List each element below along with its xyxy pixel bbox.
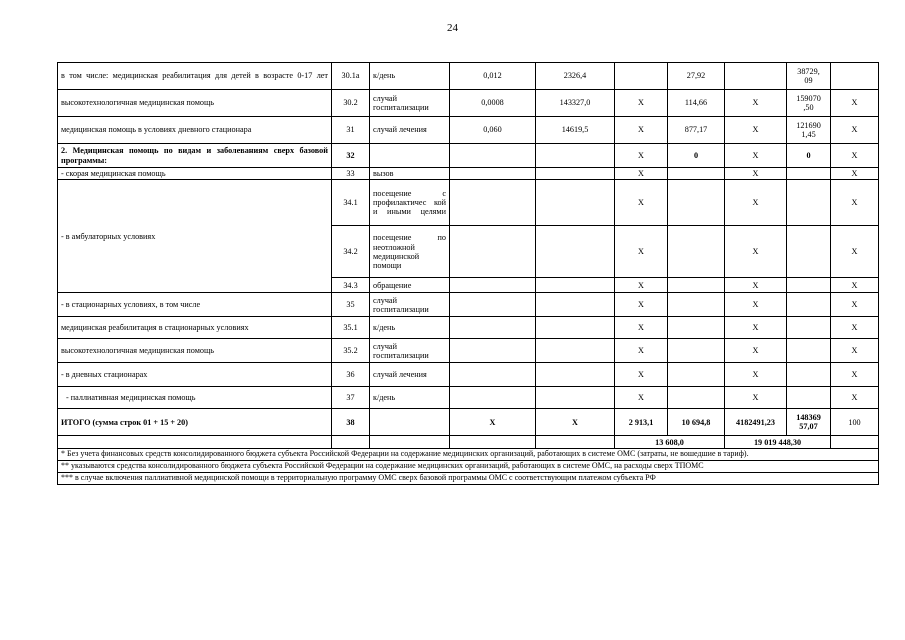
table-row xyxy=(58,117,879,144)
row-c1: Х xyxy=(615,363,668,387)
row-code: 37 xyxy=(332,387,370,409)
row-c3: Х xyxy=(725,168,787,180)
footnote-2: ** указываются средства консолидированного бюджета субъекта Российской Федерации на содержание медицинских организаций, работающих в системе ОМС, на расходы сверх ТПОМС xyxy=(58,461,879,473)
row-norm xyxy=(450,363,536,387)
row-code: 30.2 xyxy=(332,90,370,117)
row-norm xyxy=(450,339,536,363)
subtotal-empty xyxy=(450,436,536,449)
row-norm xyxy=(450,226,536,278)
row-code: 32 xyxy=(332,144,370,168)
row-c4: 38729, 09 xyxy=(787,63,831,90)
table-row xyxy=(58,144,879,168)
row-norm xyxy=(450,180,536,226)
row-norm: 0,012 xyxy=(450,63,536,90)
row-cost xyxy=(536,168,615,180)
table-row xyxy=(58,180,879,226)
row-cost xyxy=(536,144,615,168)
row-c4: 159070 ,50 xyxy=(787,90,831,117)
financing-table xyxy=(57,62,879,485)
row-norm xyxy=(450,144,536,168)
row-c1: Х xyxy=(615,317,668,339)
row-name: - в дневных стационарах xyxy=(58,363,332,387)
table-row xyxy=(58,339,879,363)
row-name: - в амбулаторных условиях xyxy=(58,180,332,293)
row-c1: Х xyxy=(615,180,668,226)
table-row xyxy=(58,293,879,317)
row-c2 xyxy=(668,339,725,363)
row-c5 xyxy=(831,63,879,90)
row-name: - в стационарных условиях, в том числе xyxy=(58,293,332,317)
footnote-3: *** в случае включения паллиативной медицинской помощи в территориальную программу ОМС сверх базовой программы ОМС с соответствующим платежом субъекта РФ xyxy=(58,473,879,485)
row-unit: к/день xyxy=(370,63,450,90)
row-name: высокотехнологичная медицинская помощь xyxy=(58,90,332,117)
table-body xyxy=(58,63,879,485)
row-name: - паллиативная медицинская помощь xyxy=(58,387,332,409)
row-unit: случай лечения xyxy=(370,117,450,144)
total-name: ИТОГО (сумма строк 01 + 15 + 20) xyxy=(58,409,332,436)
total-c2: 10 694,8 xyxy=(668,409,725,436)
table-row xyxy=(58,387,879,409)
row-c2: 27,92 xyxy=(668,63,725,90)
row-c5: Х xyxy=(831,363,879,387)
table-row xyxy=(58,63,879,90)
row-c4 xyxy=(787,293,831,317)
row-c2 xyxy=(668,387,725,409)
row-c1: Х xyxy=(615,278,668,293)
row-c1: Х xyxy=(615,339,668,363)
row-c5: Х xyxy=(831,226,879,278)
row-c2 xyxy=(668,168,725,180)
row-c3: Х xyxy=(725,278,787,293)
row-c4 xyxy=(787,278,831,293)
row-c1: Х xyxy=(615,226,668,278)
row-cost xyxy=(536,278,615,293)
subtotal-empty xyxy=(831,436,879,449)
row-c3: Х xyxy=(725,293,787,317)
row-code: 34.3 xyxy=(332,278,370,293)
row-c1: Х xyxy=(615,90,668,117)
row-unit: посещение по неотложной медицинской помощи xyxy=(370,226,450,278)
footnote-row xyxy=(58,473,879,485)
row-norm xyxy=(450,317,536,339)
subtotal-row xyxy=(58,436,879,449)
row-c3: Х xyxy=(725,317,787,339)
row-norm xyxy=(450,168,536,180)
table-row xyxy=(58,317,879,339)
row-c5: Х xyxy=(831,180,879,226)
row-unit: посещение с профилактичес кой и иными целями xyxy=(370,180,450,226)
row-c3: Х xyxy=(725,339,787,363)
row-c2 xyxy=(668,363,725,387)
row-c2 xyxy=(668,226,725,278)
row-name: высокотехнологичная медицинская помощь xyxy=(58,339,332,363)
row-cost xyxy=(536,317,615,339)
table-row xyxy=(58,168,879,180)
row-cost: 2326,4 xyxy=(536,63,615,90)
row-c4 xyxy=(787,363,831,387)
subtotal-per-capita: 13 608,0 xyxy=(615,436,725,449)
row-c5: Х xyxy=(831,387,879,409)
row-norm xyxy=(450,387,536,409)
row-c2 xyxy=(668,317,725,339)
row-code: 33 xyxy=(332,168,370,180)
subtotal-empty xyxy=(332,436,370,449)
row-c5: Х xyxy=(831,144,879,168)
footnote-1: * Без учета финансовых средств консолидированного бюджета субъекта Российской Федерации на содержание медицинских организаций, работающих в системе ОМС (затраты, не вошедшие в тариф). xyxy=(58,449,879,461)
row-c1: Х xyxy=(615,387,668,409)
row-name: медицинская реабилитация в стационарных условиях xyxy=(58,317,332,339)
total-c5: 100 xyxy=(831,409,879,436)
row-c2 xyxy=(668,293,725,317)
row-name: - скорая медицинская помощь xyxy=(58,168,332,180)
total-code: 38 xyxy=(332,409,370,436)
row-code: 30.1а xyxy=(332,63,370,90)
row-c3: Х xyxy=(725,144,787,168)
row-c5: Х xyxy=(831,90,879,117)
total-unit xyxy=(370,409,450,436)
row-c3: Х xyxy=(725,117,787,144)
row-unit: вызов xyxy=(370,168,450,180)
row-c2: 114,66 xyxy=(668,90,725,117)
row-c4 xyxy=(787,339,831,363)
row-unit: случай госпитализации xyxy=(370,339,450,363)
row-code: 35.1 xyxy=(332,317,370,339)
row-c5: Х xyxy=(831,317,879,339)
row-c1 xyxy=(615,63,668,90)
footnote-row xyxy=(58,449,879,461)
row-c2 xyxy=(668,278,725,293)
row-c2 xyxy=(668,180,725,226)
row-c3: Х xyxy=(725,363,787,387)
row-c4 xyxy=(787,387,831,409)
total-cost: Х xyxy=(536,409,615,436)
row-code: 35 xyxy=(332,293,370,317)
row-cost xyxy=(536,180,615,226)
row-c2: 877,17 xyxy=(668,117,725,144)
row-cost xyxy=(536,363,615,387)
row-code: 34.1 xyxy=(332,180,370,226)
subtotal-empty xyxy=(370,436,450,449)
row-name: 2. Медицинская помощь по видам и заболеваниям сверх базовой программы: xyxy=(58,144,332,168)
row-code: 31 xyxy=(332,117,370,144)
row-unit: к/день xyxy=(370,387,450,409)
subtotal-empty xyxy=(536,436,615,449)
row-norm xyxy=(450,293,536,317)
total-c1: 2 913,1 xyxy=(615,409,668,436)
row-unit: к/день xyxy=(370,317,450,339)
table-row xyxy=(58,90,879,117)
row-norm xyxy=(450,278,536,293)
row-cost: 143327,0 xyxy=(536,90,615,117)
row-c4 xyxy=(787,317,831,339)
row-c5: Х xyxy=(831,117,879,144)
row-c1: Х xyxy=(615,293,668,317)
row-unit xyxy=(370,144,450,168)
total-c3: 4182491,23 xyxy=(725,409,787,436)
row-c5: Х xyxy=(831,168,879,180)
row-cost xyxy=(536,293,615,317)
row-code: 34.2 xyxy=(332,226,370,278)
row-c5: Х xyxy=(831,293,879,317)
table-row xyxy=(58,363,879,387)
row-norm: 0,0008 xyxy=(450,90,536,117)
row-c1: Х xyxy=(615,117,668,144)
subtotal-sum: 19 019 448,30 xyxy=(725,436,831,449)
page-number: 24 xyxy=(447,22,458,34)
row-c4 xyxy=(787,226,831,278)
total-c4: 148369 57,07 xyxy=(787,409,831,436)
row-c1: Х xyxy=(615,168,668,180)
row-code: 35.2 xyxy=(332,339,370,363)
row-c2: 0 xyxy=(668,144,725,168)
row-c3: Х xyxy=(725,387,787,409)
subtotal-empty xyxy=(58,436,332,449)
row-cost xyxy=(536,226,615,278)
row-cost: 14619,5 xyxy=(536,117,615,144)
row-c3: Х xyxy=(725,226,787,278)
row-code: 36 xyxy=(332,363,370,387)
row-c3: Х xyxy=(725,180,787,226)
row-name: в том числе: медицинская реабилитация для детей в возрасте 0-17 лет xyxy=(58,63,332,90)
row-c4: 0 xyxy=(787,144,831,168)
row-c3 xyxy=(725,63,787,90)
footnote-row xyxy=(58,461,879,473)
row-unit: случай госпитализации xyxy=(370,293,450,317)
row-c5: Х xyxy=(831,278,879,293)
row-cost xyxy=(536,339,615,363)
row-c3: Х xyxy=(725,90,787,117)
row-unit: случай лечения xyxy=(370,363,450,387)
row-c4: 121690 1,45 xyxy=(787,117,831,144)
row-unit: обращение xyxy=(370,278,450,293)
row-norm: 0,060 xyxy=(450,117,536,144)
row-cost xyxy=(536,387,615,409)
row-name: медицинская помощь в условиях дневного стационара xyxy=(58,117,332,144)
total-row xyxy=(58,409,879,436)
row-c5: Х xyxy=(831,339,879,363)
row-unit: случай госпитализации xyxy=(370,90,450,117)
row-c4 xyxy=(787,180,831,226)
row-c4 xyxy=(787,168,831,180)
row-c1: Х xyxy=(615,144,668,168)
total-norm: Х xyxy=(450,409,536,436)
